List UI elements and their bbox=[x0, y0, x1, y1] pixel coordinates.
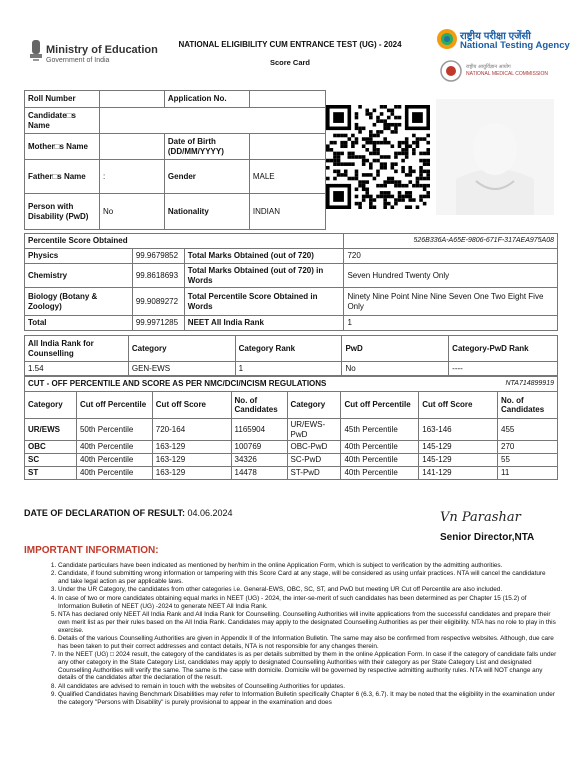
cutoff-header: Cut off Percentile bbox=[76, 392, 152, 419]
subject-physics: Physics bbox=[25, 249, 133, 264]
rank-v2: GEN-EWS bbox=[128, 362, 235, 376]
nta-hindi-name: राष्ट्रीय परीक्षा एजेंसी bbox=[460, 31, 531, 42]
cutoff-cell: 40th Percentile bbox=[76, 467, 152, 480]
total-marks-value: 720 bbox=[344, 249, 558, 264]
pct-biology: 99.9089272 bbox=[132, 288, 184, 316]
cutoff-cell: OBC bbox=[25, 441, 77, 454]
father-value: : bbox=[99, 160, 164, 194]
cutoff-cell: 163-129 bbox=[152, 454, 231, 467]
cutoff-cell: SC bbox=[25, 454, 77, 467]
cutoff-header: Cut off Score bbox=[152, 392, 231, 419]
cutoff-cell: 145-129 bbox=[419, 454, 498, 467]
cutoff-cell: UR/EWS-PwD bbox=[287, 419, 341, 441]
cutoff-cell: 45th Percentile bbox=[341, 419, 419, 441]
cutoff-row bbox=[25, 419, 558, 441]
cutoff-cell: 40th Percentile bbox=[341, 441, 419, 454]
nta-english-name: National Testing Agency bbox=[460, 40, 570, 51]
father-label: Father□s Name bbox=[25, 160, 100, 194]
dob-value bbox=[249, 134, 325, 160]
cutoff-header: No. of Candidates bbox=[231, 392, 287, 419]
dob-label: Date of Birth (DD/MM/YYYY) bbox=[164, 134, 249, 160]
name-value bbox=[99, 108, 325, 134]
cutoff-cell: 40th Percentile bbox=[341, 467, 419, 480]
rank-h2: Category bbox=[128, 336, 235, 362]
declaration-label: DATE OF DECLARATION OF RESULT: bbox=[24, 508, 185, 518]
pwd-value: No bbox=[99, 194, 164, 230]
cutoff-cell: ST bbox=[25, 467, 77, 480]
air-label: NEET All India Rank bbox=[184, 316, 344, 331]
candidate-photo bbox=[436, 99, 554, 215]
cutoff-cell: OBC-PwD bbox=[287, 441, 341, 454]
info-item: 4. In case of two or more candidates obtaining equal marks in NEET (UG) - 2024, the inter-se-merit of such candidates has been determined as per Chapter 15 (15.2) of Information Bulletin of NEET (UG) -2024 to generate NEET All India Rank. bbox=[58, 595, 558, 611]
marks-words-value: Seven Hundred Twenty Only bbox=[344, 264, 558, 288]
gender-value: MALE bbox=[249, 160, 325, 194]
page-title: NATIONAL ELIGIBILITY CUM ENTRANCE TEST (UG) - 2024 bbox=[178, 40, 402, 49]
pct-total: 99.9971285 bbox=[132, 316, 184, 331]
pct-physics: 99.9679852 bbox=[132, 249, 184, 264]
nmc-hindi: राष्ट्रीय आयुर्विज्ञान आयोग bbox=[466, 64, 511, 70]
rank-v5: ---- bbox=[449, 362, 558, 376]
info-item: 1. Candidate particulars have been indicated as mentioned by her/him in the online Application Form, which is subject to verification by the admitting authorities. bbox=[58, 562, 558, 570]
percentile-heading: Percentile Score Obtained bbox=[25, 234, 344, 249]
subject-biology: Biology (Botany & Zoology) bbox=[25, 288, 133, 316]
cutoff-cell: 14478 bbox=[231, 467, 287, 480]
national-emblem-icon bbox=[28, 38, 44, 64]
percentile-words-value: Ninety Nine Point Nine Nine Seven One Two Eight Five Only bbox=[344, 288, 558, 316]
important-heading: IMPORTANT INFORMATION: bbox=[24, 545, 159, 556]
cutoff-header: Cut off Score bbox=[419, 392, 498, 419]
subject-chemistry: Chemistry bbox=[25, 264, 133, 288]
total-marks-label: Total Marks Obtained (out of 720) bbox=[184, 249, 344, 264]
info-item: 5. NTA has declared only NEET All India Rank and All India Rank for Counselling. Counselling Authorities will invite applications from the successful candidates and prepare their own merit list as per their rules based on the All India Rank. Candidates may apply to the designated Counselling Authorities as per their eligibility. NTA has no role to play in this exercise. bbox=[58, 611, 558, 634]
rank-v1: 1.54 bbox=[25, 362, 129, 376]
scorecard-code: 526B336A-A65E-9806-671F-317AEA975A08 bbox=[344, 234, 558, 249]
nmc-logo-icon bbox=[440, 60, 462, 82]
cutoff-header: Cut off Percentile bbox=[341, 392, 419, 419]
cutoff-cell: 145-129 bbox=[419, 441, 498, 454]
important-list bbox=[48, 562, 558, 707]
cutoff-header: Category bbox=[25, 392, 77, 419]
cutoff-row bbox=[25, 467, 558, 480]
cutoff-cell: 11 bbox=[498, 467, 558, 480]
ministry-name: Ministry of Education bbox=[46, 44, 158, 56]
rank-table bbox=[24, 335, 558, 376]
cutoff-cell: SC-PwD bbox=[287, 454, 341, 467]
cutoff-cell: 100769 bbox=[231, 441, 287, 454]
gender-label: Gender bbox=[164, 160, 249, 194]
designation: Senior Director,NTA bbox=[440, 532, 535, 543]
info-item: 3. Under the UR Category, the candidates from other categories i.e. General-EWS, OBC, SC, ST, and PwD but meeting UR Cut off Percentile are also included. bbox=[58, 586, 558, 594]
cutoff-cell: 163-129 bbox=[152, 441, 231, 454]
info-item: 2. Candidate, if found submitting wrong information or tampering with this Score Card at any stage, will be considered as using unfair practices. NTA will cancel the candidature and take legal action as per applicable laws. bbox=[58, 570, 558, 586]
cutoff-cell: 50th Percentile bbox=[76, 419, 152, 441]
marks-words-label: Total Marks Obtained (out of 720) in Words bbox=[184, 264, 344, 288]
cutoff-cell: 55 bbox=[498, 454, 558, 467]
pct-chemistry: 99.8618693 bbox=[132, 264, 184, 288]
declaration-date: 04.06.2024 bbox=[187, 508, 233, 518]
cutoff-table bbox=[24, 376, 558, 480]
scores-table bbox=[24, 233, 558, 331]
cutoff-cell: 270 bbox=[498, 441, 558, 454]
cutoff-cell: ST-PwD bbox=[287, 467, 341, 480]
cutoff-cell: 163-146 bbox=[419, 419, 498, 441]
rank-v3: 1 bbox=[235, 362, 342, 376]
page-subtitle: Score Card bbox=[269, 58, 311, 67]
cutoff-row bbox=[25, 441, 558, 454]
cutoff-cell: 455 bbox=[498, 419, 558, 441]
mother-value bbox=[99, 134, 164, 160]
rank-h1: All India Rank for Counselling bbox=[25, 336, 129, 362]
cutoff-code: NTA714899919 bbox=[341, 377, 558, 392]
signature: Vn Parashar bbox=[440, 510, 521, 525]
info-item: 7. In the NEET (UG) □ 2024 result, the category of the candidates is as per details submitted by them in the online Application Form. In case if the category of candidate falls under any other category in the State Category List, candidates may apply to designated Counselling Authorities with their category as per State Category List and designated Counselling Authorities will verify the same. The same is the case with domicile. Domicile will be governed by respective admitting authority rules. NTA will NOT change any details of the candidates after the declaration of the result. bbox=[58, 651, 558, 682]
nationality-label: Nationality bbox=[164, 194, 249, 230]
nmc-name: NATIONAL MEDICAL COMMISSION bbox=[466, 71, 549, 77]
info-item: 8. All candidates are advised to remain in touch with the websites of Counselling Authorities for updates. bbox=[58, 683, 558, 691]
app-value bbox=[249, 91, 325, 108]
cutoff-cell: 141-129 bbox=[419, 467, 498, 480]
name-label: Candidate□s Name bbox=[25, 108, 100, 134]
cutoff-cell: 1165904 bbox=[231, 419, 287, 441]
app-label: Application No. bbox=[164, 91, 249, 108]
cutoff-cell: 40th Percentile bbox=[341, 454, 419, 467]
rank-h3: Category Rank bbox=[235, 336, 342, 362]
cutoff-row bbox=[25, 454, 558, 467]
percentile-words-label: Total Percentile Score Obtained in Words bbox=[184, 288, 344, 316]
cutoff-header: No. of Candidates bbox=[498, 392, 558, 419]
rank-h4: PwD bbox=[342, 336, 449, 362]
cutoff-header: Category bbox=[287, 392, 341, 419]
cutoff-cell: 720-164 bbox=[152, 419, 231, 441]
mother-label: Mother□s Name bbox=[25, 134, 100, 160]
cutoff-cell: UR/EWS bbox=[25, 419, 77, 441]
info-item: 9. Qualified Candidates having Benchmark Disabilities may refer to Information Bulletin specifically Chapter 6 (6.3, 6.7). It may be noted that the eligibility in the examination under the category "Persons with Disability" is purely provisional to appear in the examination and does bbox=[58, 691, 558, 707]
roll-label: Roll Number bbox=[25, 91, 100, 108]
roll-value bbox=[99, 91, 164, 108]
cutoff-heading: CUT - OFF PERCENTILE AND SCORE AS PER NMC/DCI/NCISM REGULATIONS bbox=[25, 377, 341, 392]
info-item: 6. Details of the various Counselling Authorities are given in Appendix II of the Information Bulletin. The same may also be confirmed from respective websites. Although, due care has been taken to put their correct addresses and contact details, NTA is not responsible for any changes therein. bbox=[58, 635, 558, 651]
nationality-value: INDIAN bbox=[249, 194, 325, 230]
rank-h5: Category-PwD Rank bbox=[449, 336, 558, 362]
nta-logo-icon bbox=[436, 28, 458, 50]
cutoff-cell: 40th Percentile bbox=[76, 441, 152, 454]
cutoff-cell: 163-129 bbox=[152, 467, 231, 480]
air-value: 1 bbox=[344, 316, 558, 331]
pwd-label: Person with Disability (PwD) bbox=[25, 194, 100, 230]
qr-code-icon bbox=[326, 99, 430, 215]
declaration-line bbox=[24, 508, 233, 518]
cutoff-cell: 34326 bbox=[231, 454, 287, 467]
subject-total: Total bbox=[25, 316, 133, 331]
rank-v4: No bbox=[342, 362, 449, 376]
cutoff-cell: 40th Percentile bbox=[76, 454, 152, 467]
government-name: Government of India bbox=[46, 57, 110, 64]
